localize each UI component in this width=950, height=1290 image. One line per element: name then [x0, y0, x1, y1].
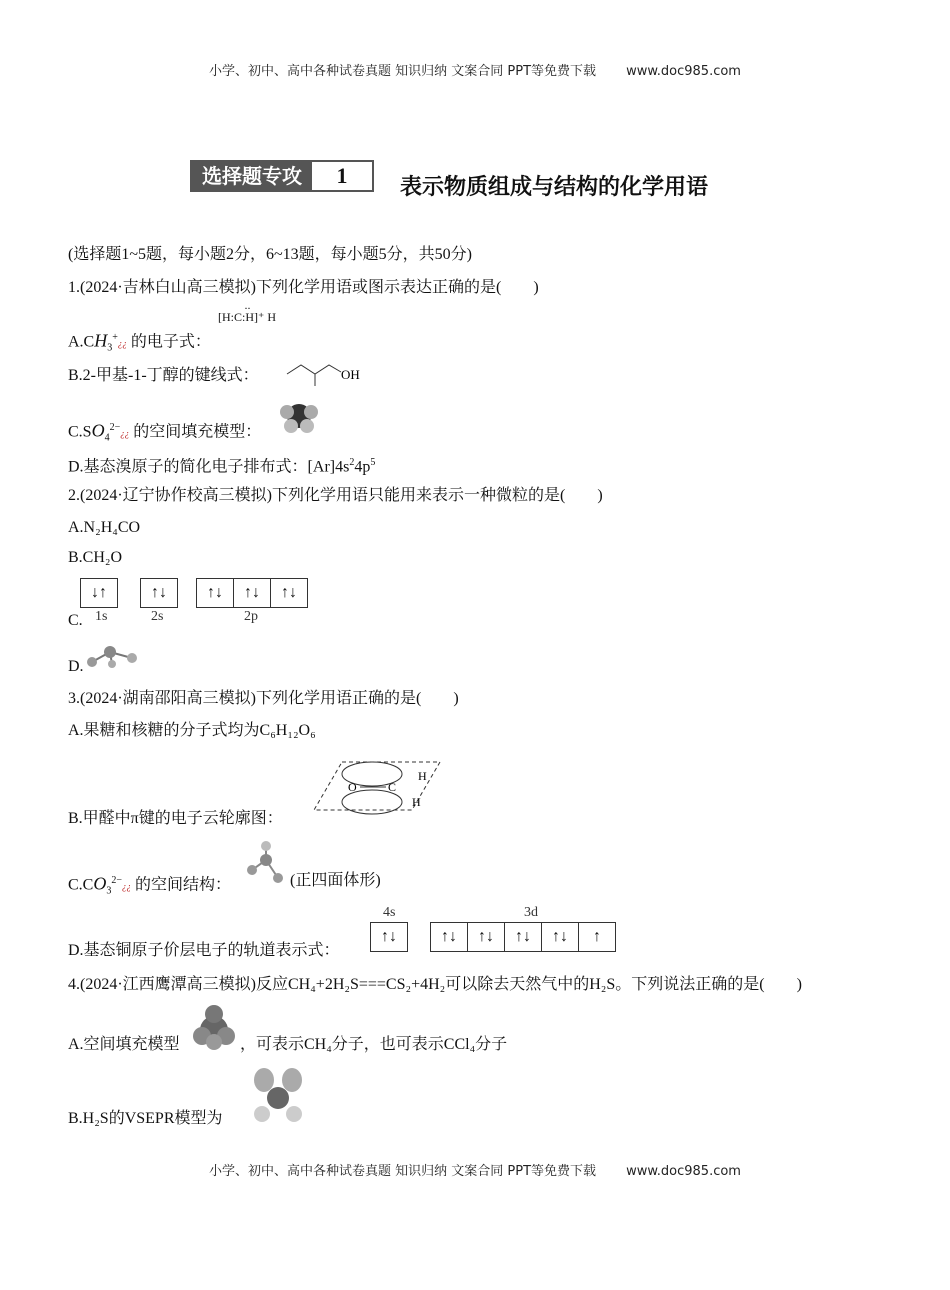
- badge-number: 1: [336, 163, 348, 188]
- orbital-1s: ↓↑: [80, 578, 118, 608]
- header-text: 小学、初中、高中各种试卷真题 知识归纳 文案合同 PPT等免费下载: [209, 64, 597, 79]
- q3-option-c-note: (正四面体形): [290, 872, 381, 889]
- pi-bond-cloud-figure: [312, 758, 442, 820]
- footer-text: 小学、初中、高中各种试卷真题 知识归纳 文案合同 PPT等免费下载: [209, 1164, 597, 1179]
- q3-option-d: D.基态铜原子价层电子的轨道表示式：: [68, 942, 340, 959]
- page-header: [0, 60, 950, 79]
- q1-option-b: B.2-甲基-1-丁醇的键线式：: [68, 367, 259, 384]
- q1-option-a: $A.CH_3^+¿¿$ 的电子式：: [68, 330, 211, 354]
- page-footer: [0, 1160, 950, 1179]
- header-url[interactable]: www.doc985.com: [626, 64, 741, 79]
- ball-stick-model: [82, 640, 142, 670]
- q2-option-b: B.CH₂O: [68, 549, 123, 566]
- q2-option-a: A.N₂H₄CO: [68, 519, 141, 536]
- footer-url[interactable]: www.doc985.com: [626, 1164, 741, 1179]
- svg-text:H: H: [412, 795, 421, 809]
- orbital-3d: ↑↓ ↑↓ ↑↓ ↑↓ ↑: [430, 922, 616, 952]
- q3-option-b: B.甲醛中π键的电子云轮廓图：: [68, 810, 283, 827]
- q4-option-a: A.空间填充模型: [68, 1036, 180, 1053]
- section-badge: [190, 160, 374, 192]
- q4-option-b: B.H₂S的VSEPR模型为: [68, 1110, 223, 1127]
- q4-option-a-text: ，可表示CH₄分子，也可表示CCl₄分子: [240, 1036, 508, 1053]
- electron-formula-figure: ·· [H:C:H]⁺ H: [218, 310, 276, 325]
- q3-option-a: A.果糖和核糖的分子式均为C₆H₁₂O₆: [68, 722, 316, 739]
- label-4s: 4s: [383, 905, 396, 920]
- skeletal-formula-figure: [285, 360, 375, 388]
- page-title: 表示物质组成与结构的化学用语: [400, 175, 709, 200]
- q4-stem: 4.(2024·江西鹰潭高三模拟)反应CH₄+2H₂S===CS₂+4H₂可以除去天然气中的H₂S。下列说法正确的是( ): [68, 976, 802, 993]
- q1-option-d: D.基态溴原子的简化电子排布式：$[Ar]4s^24p^5$: [68, 457, 376, 476]
- q3-option-c: $C.CO_3^{2-}¿¿$ 的空间结构：: [68, 873, 231, 897]
- q3-stem: 3.(2024·湖南邵阳高三模拟)下列化学用语正确的是( ): [68, 690, 459, 707]
- orbital-2p: ↑↓ ↑↓ ↑↓: [196, 578, 308, 608]
- q1-option-c: $C.SO_4^{2-}¿¿$ 的空间填充模型：: [68, 420, 262, 444]
- intro-text: (选择题1~5题，每小题2分，6~13题，每小题5分，共50分): [68, 246, 472, 263]
- svg-text:OH: OH: [341, 367, 360, 382]
- q2-option-c: C.: [68, 612, 83, 629]
- svg-text:O: O: [348, 780, 357, 794]
- label-3d: 3d: [524, 905, 538, 920]
- orbital-4s: ↑↓: [370, 922, 408, 952]
- space-filling-model-ch4: [190, 1002, 240, 1054]
- svg-text:C: C: [388, 780, 397, 794]
- label-2s: 2s: [151, 609, 164, 624]
- space-filling-model: [275, 398, 323, 436]
- q2-option-d: D.: [68, 658, 84, 675]
- q1-stem: 1.(2024·吉林白山高三模拟)下列化学用语或图示表达正确的是( ): [68, 279, 539, 296]
- badge-label: 选择题专攻: [192, 162, 312, 190]
- tetrahedral-model: [244, 840, 286, 884]
- orbital-2s: ↑↓: [140, 578, 178, 608]
- q2-stem: 2.(2024·辽宁协作校高三模拟)下列化学用语只能用来表示一种微粒的是( ): [68, 487, 603, 504]
- vsepr-model: [250, 1066, 306, 1126]
- label-1s: 1s: [95, 609, 108, 624]
- svg-text:H: H: [418, 769, 427, 783]
- label-2p: 2p: [244, 609, 258, 624]
